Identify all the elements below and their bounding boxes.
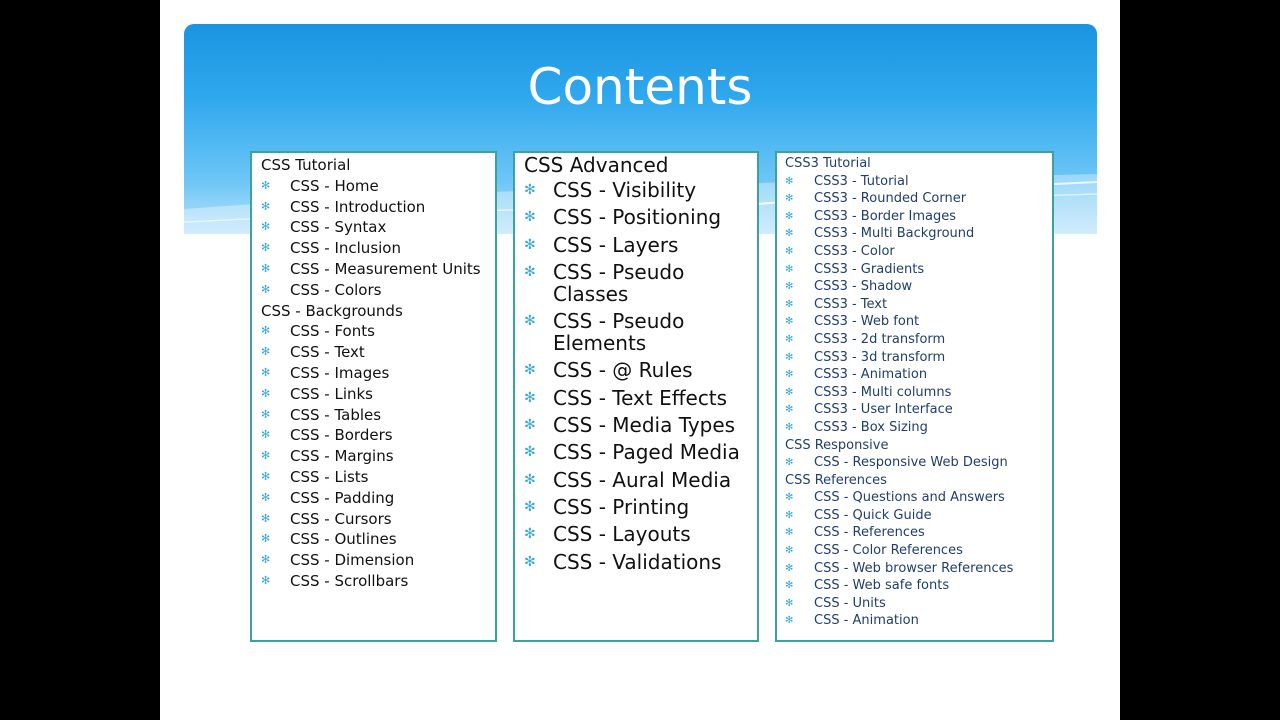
contents-column-3 [775, 151, 1054, 642]
slide [160, 0, 1120, 720]
list-item-label: CSS3 - Multi columns [814, 384, 952, 400]
list-item-label: CSS3 - Gradients [814, 261, 925, 277]
list-item-label: CSS - Measurement Units [290, 259, 481, 278]
list-item-label: CSS3 - Text [814, 296, 888, 312]
asterisk-bullet-icon: ✻ [524, 182, 536, 198]
asterisk-bullet-icon: ✻ [261, 490, 271, 504]
list-item [261, 550, 495, 571]
list-item [261, 529, 495, 550]
list-item-label: CSS - Cursors [290, 509, 392, 528]
list-item-label: CSS - Visibility [553, 178, 697, 202]
section-heading: CSS Advanced [524, 153, 669, 177]
asterisk-bullet-icon: ✻ [785, 421, 794, 433]
list-item [261, 217, 495, 238]
list-item-label: CSS - Paged Media [553, 440, 740, 465]
list-item [785, 173, 1052, 191]
list-item-label: CSS - Pseudo Elements [553, 309, 685, 356]
asterisk-bullet-icon: ✻ [261, 220, 271, 234]
list-item-label: CSS - Colors [290, 280, 382, 299]
list-item [785, 595, 1052, 613]
list-item-label: CSS - Positioning [553, 205, 722, 230]
asterisk-bullet-icon: ✻ [785, 298, 794, 310]
list-item [524, 441, 757, 463]
asterisk-bullet-icon: ✻ [785, 193, 794, 205]
list-item-label: CSS3 - Animation [814, 367, 928, 383]
list-item [785, 401, 1052, 419]
list-item [261, 259, 495, 280]
list-item-label: CSS - Links [290, 384, 373, 403]
list-item-label: CSS - Dimension [290, 551, 415, 570]
list-item [785, 313, 1052, 331]
asterisk-bullet-icon: ✻ [785, 333, 794, 345]
asterisk-bullet-icon: ✻ [785, 386, 794, 398]
list-item [261, 571, 495, 592]
list-item [785, 261, 1052, 279]
asterisk-bullet-icon: ✻ [785, 509, 794, 521]
list-item-label: CSS - Syntax [290, 218, 387, 237]
list-item-label: CSS - Layouts [553, 522, 691, 547]
list-item [785, 560, 1052, 578]
list-item-label: CSS3 - 2d transform [814, 331, 946, 347]
list-item [524, 310, 757, 354]
list-item [524, 179, 757, 201]
list-item-label: CSS3 - User Interface [814, 402, 953, 418]
asterisk-bullet-icon: ✻ [261, 511, 271, 525]
list-item-label: CSS - Pseudo Classes [553, 259, 685, 306]
list-item [785, 384, 1052, 402]
section-heading: CSS3 Tutorial [785, 156, 871, 171]
section-heading: CSS Tutorial [261, 156, 351, 174]
list-item-label: CSS3 - Shadow [814, 279, 913, 295]
asterisk-bullet-icon: ✻ [785, 228, 794, 240]
list-item [261, 321, 495, 342]
asterisk-bullet-icon: ✻ [261, 553, 271, 567]
list-item [785, 507, 1052, 525]
asterisk-bullet-icon: ✻ [785, 281, 794, 293]
list-item-label: CSS - Questions and Answers [814, 490, 1005, 506]
list-item-label: CSS - @ Rules [553, 358, 693, 383]
list-item [785, 489, 1052, 507]
asterisk-bullet-icon: ✻ [785, 492, 794, 504]
asterisk-bullet-icon: ✻ [524, 444, 536, 461]
list-item [785, 331, 1052, 349]
asterisk-bullet-icon: ✻ [261, 199, 271, 213]
list-item [261, 197, 495, 218]
asterisk-bullet-icon: ✻ [785, 545, 794, 557]
list-item-label: CSS - References [814, 525, 925, 541]
asterisk-bullet-icon: ✻ [524, 209, 536, 226]
list-item [261, 280, 495, 301]
asterisk-bullet-icon: ✻ [785, 369, 794, 381]
list-item [785, 225, 1052, 243]
list-item-label: CSS - Validations [553, 549, 722, 574]
list-item-label: CSS3 - Tutorial [814, 173, 909, 189]
list-item [524, 551, 757, 573]
column-1-list [252, 153, 495, 592]
list-item-label: CSS - Animation [814, 613, 919, 629]
asterisk-bullet-icon: ✻ [524, 313, 536, 330]
asterisk-bullet-icon: ✻ [261, 324, 271, 338]
list-item-label: CSS - Tables [290, 405, 382, 424]
section-heading: CSS Responsive [785, 437, 889, 453]
list-item [524, 234, 757, 256]
list-item [785, 278, 1052, 296]
asterisk-bullet-icon: ✻ [785, 351, 794, 363]
contents-column-2 [513, 151, 759, 642]
asterisk-bullet-icon: ✻ [261, 386, 271, 400]
list-item [261, 176, 495, 197]
list-item-label: CSS - Text Effects [553, 385, 728, 410]
list-item [261, 405, 495, 426]
list-item-label: CSS - Units [814, 595, 886, 611]
asterisk-bullet-icon: ✻ [261, 261, 271, 275]
list-item [261, 342, 495, 363]
list-item-label: CSS - Fonts [290, 322, 375, 341]
list-item-label: CSS - Borders [290, 426, 393, 445]
asterisk-bullet-icon: ✻ [261, 407, 271, 421]
asterisk-bullet-icon: ✻ [785, 457, 794, 469]
list-item [261, 238, 495, 259]
asterisk-bullet-icon: ✻ [785, 615, 794, 627]
list-item [785, 524, 1052, 542]
asterisk-bullet-icon: ✻ [261, 282, 271, 296]
list-item [785, 208, 1052, 226]
list-item-label: CSS - Inclusion [290, 239, 401, 258]
list-item-label: CSS - Quick Guide [814, 507, 932, 523]
asterisk-bullet-icon: ✻ [785, 597, 794, 609]
asterisk-bullet-icon: ✻ [785, 245, 794, 257]
list-item [261, 509, 495, 530]
asterisk-bullet-icon: ✻ [785, 404, 794, 416]
list-item [261, 425, 495, 446]
asterisk-bullet-icon: ✻ [261, 573, 271, 587]
list-item [785, 296, 1052, 314]
list-item-label: CSS - Printing [553, 494, 690, 519]
asterisk-bullet-icon: ✻ [524, 471, 536, 488]
list-item [785, 454, 1052, 472]
list-item [524, 359, 757, 381]
list-item-label: CSS - Images [290, 363, 390, 382]
page-title: Contents [527, 58, 753, 116]
section-heading: CSS References [785, 472, 887, 488]
list-item-label: CSS - Aural Media [553, 467, 732, 492]
asterisk-bullet-icon: ✻ [261, 345, 271, 359]
asterisk-bullet-icon: ✻ [261, 469, 271, 483]
asterisk-bullet-icon: ✻ [261, 449, 271, 463]
list-item [785, 349, 1052, 367]
asterisk-bullet-icon: ✻ [785, 316, 794, 328]
asterisk-bullet-icon: ✻ [785, 175, 794, 187]
list-item-label: CSS - Introduction [290, 197, 426, 216]
asterisk-bullet-icon: ✻ [524, 236, 536, 253]
asterisk-bullet-icon: ✻ [261, 241, 271, 255]
asterisk-bullet-icon: ✻ [524, 362, 536, 379]
asterisk-bullet-icon: ✻ [261, 178, 271, 192]
list-item [785, 366, 1052, 384]
list-item [785, 542, 1052, 560]
list-item [524, 469, 757, 491]
list-item-label: CSS - Padding [290, 488, 395, 507]
asterisk-bullet-icon: ✻ [524, 417, 536, 434]
list-item-label: CSS - Text [290, 343, 365, 362]
asterisk-bullet-icon: ✻ [524, 526, 536, 543]
asterisk-bullet-icon: ✻ [261, 365, 271, 379]
list-item [524, 261, 757, 305]
list-item [785, 190, 1052, 208]
contents-column-1 [250, 151, 497, 642]
list-item [524, 523, 757, 545]
list-item-label: CSS3 - Color [814, 243, 895, 259]
list-item [261, 446, 495, 467]
list-item-label: CSS - Scrollbars [290, 571, 409, 590]
list-item-label: CSS - Margins [290, 447, 394, 466]
list-item [785, 419, 1052, 437]
list-item-label: CSS - Outlines [290, 530, 397, 549]
list-item [785, 577, 1052, 595]
list-item [261, 467, 495, 488]
list-item-label: CSS3 - Border Images [814, 208, 957, 224]
asterisk-bullet-icon: ✻ [524, 553, 536, 570]
list-item-label: CSS3 - Multi Background [814, 226, 975, 242]
asterisk-bullet-icon: ✻ [261, 428, 271, 442]
list-item-label: CSS - Layers [553, 232, 679, 257]
list-item-label: CSS - Media Types [553, 413, 736, 438]
asterisk-bullet-icon: ✻ [785, 580, 794, 592]
list-item-label: CSS3 - 3d transform [814, 349, 946, 365]
asterisk-bullet-icon: ✻ [524, 263, 536, 280]
asterisk-bullet-icon: ✻ [785, 527, 794, 539]
asterisk-bullet-icon: ✻ [524, 498, 536, 515]
asterisk-bullet-icon: ✻ [785, 210, 794, 222]
list-item-label: CSS - Home [290, 176, 379, 195]
list-item-label: CSS3 - Web font [814, 314, 920, 330]
list-item [261, 363, 495, 384]
asterisk-bullet-icon: ✻ [524, 389, 536, 406]
asterisk-bullet-icon: ✻ [785, 263, 794, 275]
list-item-label: CSS - Web browser References [814, 560, 1014, 576]
list-item [524, 496, 757, 518]
list-item [261, 488, 495, 509]
list-item-label: CSS - Color References [814, 543, 963, 559]
list-item [261, 384, 495, 405]
asterisk-bullet-icon: ✻ [261, 532, 271, 546]
section-heading: CSS - Backgrounds [261, 301, 403, 320]
list-item-label: CSS - Lists [290, 467, 369, 486]
list-item [524, 206, 757, 228]
list-item-label: CSS3 - Box Sizing [814, 419, 928, 435]
list-item-label: CSS - Web safe fonts [814, 578, 950, 594]
list-item [785, 612, 1052, 630]
column-3-list [777, 153, 1052, 630]
list-item [524, 387, 757, 409]
list-item [785, 243, 1052, 261]
asterisk-bullet-icon: ✻ [785, 562, 794, 574]
column-2-list [515, 153, 757, 573]
list-item-label: CSS - Responsive Web Design [814, 455, 1008, 471]
list-item-label: CSS3 - Rounded Corner [814, 191, 967, 207]
list-item [524, 414, 757, 436]
